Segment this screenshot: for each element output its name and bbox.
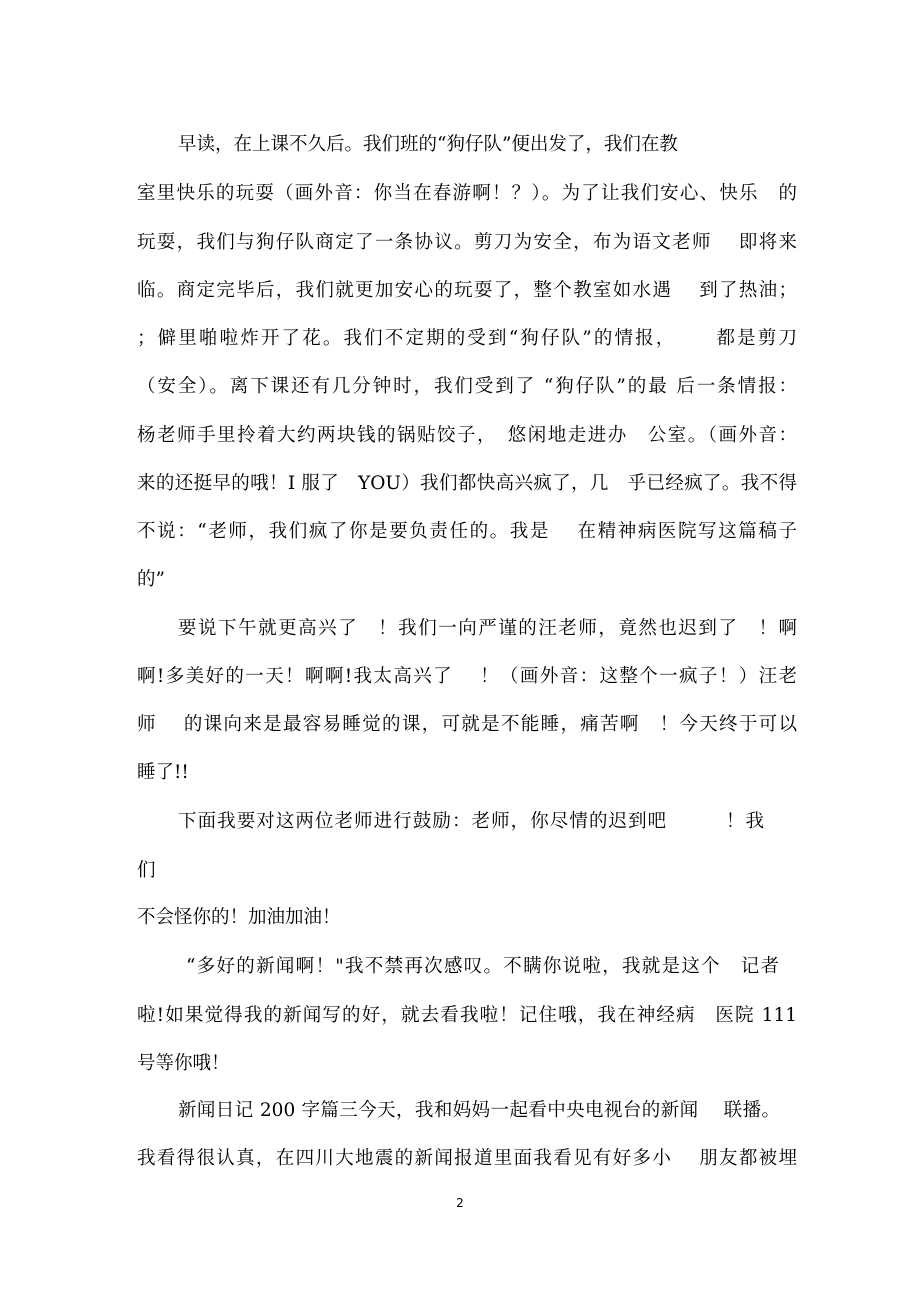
text-line: 不说：“老师，我们疯了你是要负责任的。我是 在精神病医院写这篇稿子 <box>137 521 797 542</box>
text-line: 下面我要对这两位老师进行鼓励：老师，你尽情的迟到吧 ！我 <box>178 811 764 832</box>
text-line: 玩耍，我们与狗仔队商定了一条协议。剪刀为安全，布为语文老师 即将来 <box>137 232 797 253</box>
text-line: 睡了!! <box>137 762 189 783</box>
text-line: 新闻日记 200 字篇三今天，我和妈妈一起看中央电视台的新闻 联播。 <box>178 1100 780 1121</box>
text-line: “多好的新闻啊！"我不禁再次感叹。不瞒你说啦，我就是这个 记者 <box>186 956 779 977</box>
text-line: 啦!如果觉得我的新闻写的好，就去看我啦！记住哦，我在神经病 医院 111 <box>137 1005 797 1026</box>
text-line: ；僻里啪啦炸开了花。我们不定期的受到“狗仔队”的情报， 都是剪刀 <box>137 328 797 349</box>
text-line: 早读，在上课不久后。我们班的“狗仔队”便出发了，我们在教 <box>178 134 678 155</box>
text-line: 师 的课向来是最容易睡觉的课，可就是不能睡，痛苦啊 ！今天终于可以 <box>137 714 797 735</box>
text-line: 们 <box>137 860 156 881</box>
text-line: 的” <box>137 569 165 590</box>
text-line: 临。商定完毕后，我们就更加安心的玩耍了，整个教室如水遇 到了热油； <box>137 280 797 301</box>
text-line: 我看得很认真，在四川大地震的新闻报道里面我看见有好多小 朋友都被埋 <box>137 1148 797 1169</box>
text-line: 来的还挺早的哦！I 服了 YOU）我们都快高兴疯了，几 乎已经疯了。我不得 <box>137 473 797 494</box>
text-line: （安全）。离下课还有几分钟时，我们受到了 “狗仔队”的最 后一条情报： <box>137 376 797 397</box>
text-line: 号等你哦！ <box>137 1053 230 1074</box>
text-line: 啊!多美好的一天！啊啊!我太高兴了 ！（画外音：这整个一疯子！）汪老 <box>137 666 797 687</box>
text-line: 不会怪你的！加油加油！ <box>137 907 341 928</box>
text-line: 杨老师手里拎着大约两块钱的锅贴饺子， 悠闲地走进办 公室。（画外音： <box>137 425 797 446</box>
text-line: 室里快乐的玩耍（画外音：你当在春游啊！？）。为了让我们安心、快乐 的 <box>137 183 797 204</box>
text-line: 要说下午就更高兴了 ！我们一向严谨的汪老师，竟然也迟到了 ！啊 <box>178 618 797 639</box>
page-number: 2 <box>456 1196 464 1210</box>
